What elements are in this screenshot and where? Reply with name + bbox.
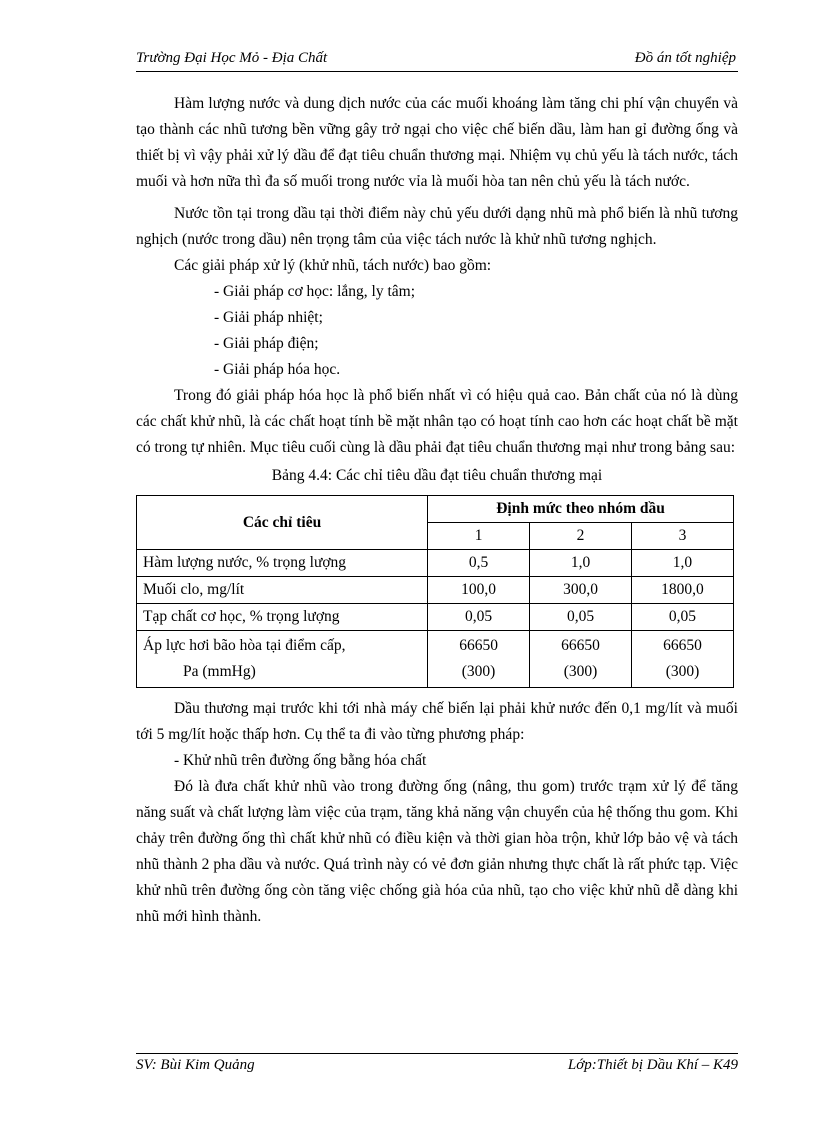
pressure-mmhg: (300): [461, 663, 496, 680]
page-footer: [136, 1057, 738, 1077]
paragraph-pipeline-demulsification: Đó là đưa chất khử nhũ vào trong đường ống (nâng, thu gom) trước trạm xử lý để tăng năng suất và chất lượng làm việc của trạm, tăng khả năng vận chuyển của hệ thống thu gom. Khi chảy trên đường ống thì chất khử nhũ có điều kiện và thời gian hòa trộn, khử lớp bảo vệ và tách nhũ thành 2 pha dầu và nước. Quá trình này có vẻ đơn giản nhưng thực chất là rất phức tạp. Việc khử nhũ trên đường ống còn tăng việc chống già hóa của nhũ, tạo cho việc khử nhũ dễ dàng khi nhũ mới hình thành.: [136, 778, 738, 925]
group-3-header: 3: [631, 523, 733, 550]
paragraph-commercial-oil: Dầu thương mại trước khi tới nhà máy chế biến lại phải khử nước đến 0,1 mg/lít và muối tới 5 mg/lít hoặc thấp hơn. Cụ thể ta đi vào từng phương pháp:: [136, 700, 738, 743]
cell-value: 100,0: [428, 577, 530, 604]
list-item-electrical: - Giải pháp điện;: [214, 335, 319, 352]
row-name: Tạp chất cơ học, % trọng lượng: [137, 604, 428, 631]
pressure-label-line2: Pa (mmHg): [183, 663, 256, 680]
table-header-row: [137, 496, 734, 523]
table-row-pressure: [137, 631, 734, 688]
list-item-thermal: - Giải pháp nhiệt;: [214, 309, 323, 326]
group-2-header: 2: [530, 523, 632, 550]
page-header: [136, 50, 736, 70]
cell-value: [428, 631, 530, 688]
page-body: [136, 91, 738, 930]
row-name: Muối clo, mg/lít: [137, 577, 428, 604]
pressure-pa: 66650: [663, 637, 702, 654]
pressure-mmhg: (300): [665, 663, 700, 680]
list-item-chemical: - Giải pháp hóa học.: [214, 361, 341, 378]
paragraph-chemical-method: Trong đó giải pháp hóa học là phổ biến nhất vì có hiệu quả cao. Bản chất của nó là dùng các chất khử nhũ, là các chất hoạt tính bề mặt nhân tạo có hoạt tính cao hơn các hoạt chất bề mặt có trong tự nhiên. Mục tiêu cuối cùng là dầu phải đạt tiêu chuẩn thương mại như trong bảng sau:: [136, 387, 738, 456]
footer-student: SV: Bùi Kim Quảng: [136, 1057, 255, 1073]
table-row: [137, 550, 734, 577]
group-1-header: 1: [428, 523, 530, 550]
row-name: Hàm lượng nước, % trọng lượng: [137, 550, 428, 577]
cell-value: 0,5: [428, 550, 530, 577]
table-row: [137, 604, 734, 631]
cell-value: 1,0: [530, 550, 632, 577]
cell-value: 0,05: [428, 604, 530, 631]
list-item-mechanical: - Giải pháp cơ học: lắng, ly tâm;: [214, 283, 416, 300]
cell-value: 0,05: [631, 604, 733, 631]
pressure-mmhg: (300): [563, 663, 598, 680]
table-caption: Bảng 4.4: Các chỉ tiêu dầu đạt tiêu chuẩn thương mại: [271, 467, 603, 484]
header-university: Trường Đại Học Mỏ - Địa Chất: [136, 50, 328, 66]
header-document-type: Đồ án tốt nghiệp: [634, 50, 736, 66]
column-header-criteria: Các chỉ tiêu: [137, 496, 428, 550]
column-header-group: Định mức theo nhóm dầu: [428, 496, 734, 523]
pressure-pa: 66650: [459, 637, 498, 654]
header-divider: [136, 71, 738, 72]
cell-value: 1,0: [631, 550, 733, 577]
paragraph-solutions-intro: Các giải pháp xử lý (khử nhũ, tách nước) bao gồm:: [174, 257, 492, 274]
cell-value: 300,0: [530, 577, 632, 604]
footer-divider: [136, 1053, 738, 1054]
cell-value: [631, 631, 733, 688]
section-heading-pipeline: - Khử nhũ trên đường ống bằng hóa chất: [174, 752, 427, 769]
table-row: [137, 577, 734, 604]
footer-class: Lớp:Thiết bị Dầu Khí – K49: [567, 1057, 738, 1073]
cell-value: 1800,0: [631, 577, 733, 604]
pressure-pa: 66650: [561, 637, 600, 654]
row-name: [137, 631, 428, 688]
pressure-label-line1: Áp lực hơi bão hòa tại điểm cấp,: [143, 637, 346, 654]
standards-table: [136, 495, 734, 688]
cell-value: 0,05: [530, 604, 632, 631]
paragraph-water-salt: Hàm lượng nước và dung dịch nước của các muối khoáng làm tăng chi phí vận chuyển và tạo thành các nhũ tương bền vững gây trở ngại cho việc chế biến dầu, làm han gỉ đường ống và thiết bị vì vậy phải xử lý dầu để đạt tiêu chuẩn thương mại. Nhiệm vụ chủ yếu là tách nước, tách muối và hơn nữa thì đa số muối trong nước vỉa là muối hòa tan nên chủ yếu là tách nước.: [136, 95, 738, 190]
paragraph-emulsion: Nước tồn tại trong dầu tại thời điểm này chủ yếu dưới dạng nhũ mà phổ biến là nhũ tương nghịch (nước trong dầu) nên trọng tâm của việc tách nước là khử nhũ tương nghịch.: [136, 205, 738, 248]
cell-value: [530, 631, 632, 688]
